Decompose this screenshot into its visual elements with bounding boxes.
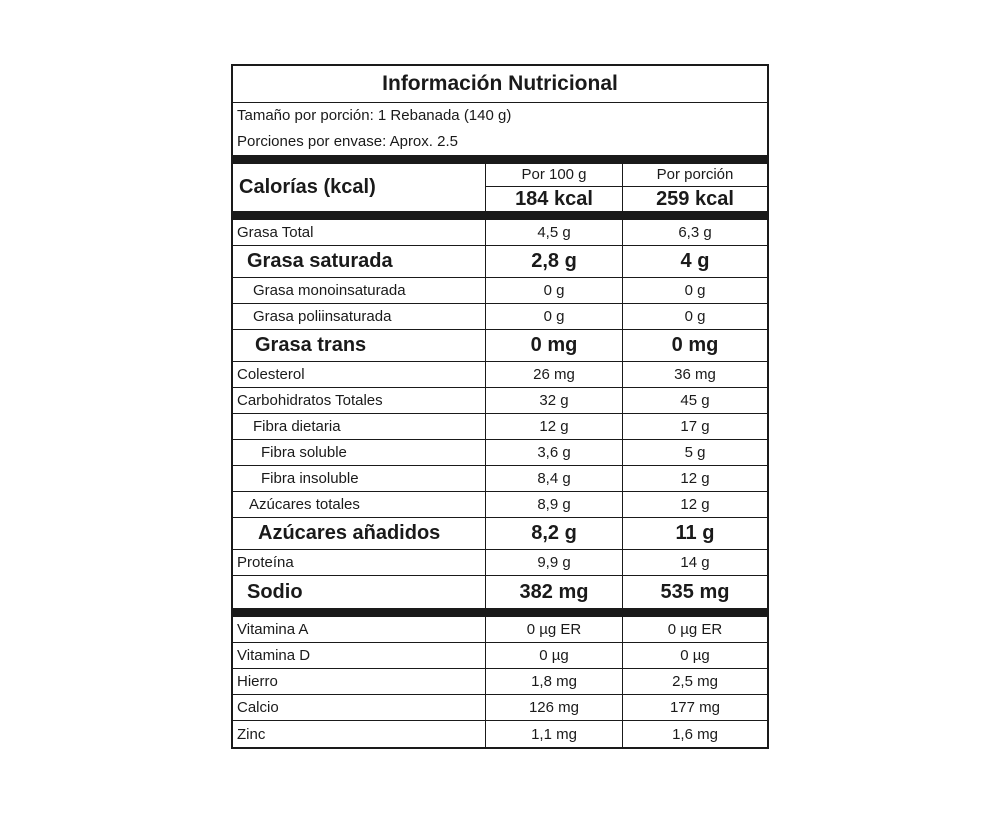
nutrient-name: Sodio xyxy=(233,576,486,608)
nutrient-per-serving: 45 g xyxy=(680,392,710,409)
nutrient-per-100g: 8,9 g xyxy=(486,492,623,517)
nutrition-facts-label xyxy=(231,64,769,749)
table-row xyxy=(233,414,767,440)
nutrient-name: Carbohidratos Totales xyxy=(233,388,486,413)
nutrient-per-serving: 36 mg xyxy=(674,366,716,383)
vitamin-per-100g: 0 µg ER xyxy=(486,617,623,642)
thick-divider xyxy=(233,155,767,164)
nutrient-per-100g: 0 g xyxy=(486,278,623,303)
nutrient-name: Fibra dietaria xyxy=(233,414,486,439)
serving-size: Tamaño por porción: 1 Rebanada (140 g) xyxy=(237,107,512,124)
vitamin-per-100g: 0 µg xyxy=(486,643,623,668)
nutrient-per-serving: 12 g xyxy=(680,496,710,513)
nutrient-per-100g: 9,9 g xyxy=(486,550,623,575)
vitamin-per-serving: 1,6 mg xyxy=(672,725,718,743)
nutrients-table xyxy=(233,220,767,608)
col-header-per-100g: Por 100 g xyxy=(486,164,622,187)
col-header-per-serving: Por porción xyxy=(623,164,767,187)
nutrient-per-100g: 32 g xyxy=(486,388,623,413)
nutrient-name: Grasa poliinsaturada xyxy=(233,304,486,329)
nutrient-name: Grasa Total xyxy=(233,220,486,245)
nutrient-per-100g: 26 mg xyxy=(486,362,623,387)
table-row xyxy=(233,721,767,747)
nutrient-per-100g: 382 mg xyxy=(486,576,623,608)
nutrient-name: Azúcares totales xyxy=(233,492,486,517)
calories-col-per-100g xyxy=(486,164,623,211)
nutrient-per-serving: 12 g xyxy=(680,470,710,487)
vitamin-per-100g: 1,1 mg xyxy=(486,721,623,747)
table-row xyxy=(233,388,767,414)
nutrient-per-serving: 535 mg xyxy=(660,580,730,603)
thick-divider xyxy=(233,608,767,617)
calories-per-100g: 184 kcal xyxy=(515,188,593,210)
calories-block xyxy=(233,164,767,211)
table-row xyxy=(233,362,767,388)
nutrient-name: Fibra insoluble xyxy=(233,466,486,491)
vitamin-per-serving: 0 µg xyxy=(680,647,710,664)
calories-col-per-serving xyxy=(623,164,767,211)
nutrient-per-serving: 6,3 g xyxy=(678,224,712,241)
vitamin-per-100g: 126 mg xyxy=(486,695,623,720)
nutrient-name: Fibra soluble xyxy=(233,440,486,465)
table-row xyxy=(233,576,767,608)
label-title: Información Nutricional xyxy=(233,66,767,103)
nutrient-per-serving: 0 g xyxy=(684,308,706,325)
nutrient-per-100g: 12 g xyxy=(486,414,623,439)
servings-per-container: Porciones por envase: Aprox. 2.5 xyxy=(237,133,458,150)
table-row xyxy=(233,550,767,576)
nutrient-per-100g: 3,6 g xyxy=(486,440,623,465)
nutrient-per-100g: 0 g xyxy=(486,304,623,329)
table-row xyxy=(233,440,767,466)
nutrient-name: Grasa saturada xyxy=(233,246,486,277)
nutrient-name: Grasa trans xyxy=(233,330,486,361)
table-row xyxy=(233,643,767,669)
nutrient-per-serving: 0 mg xyxy=(671,334,719,356)
nutrient-name: Colesterol xyxy=(233,362,486,387)
nutrient-name: Grasa monoinsaturada xyxy=(233,278,486,303)
vitamin-name: Zinc xyxy=(233,721,486,747)
nutrient-per-serving: 4 g xyxy=(680,250,710,272)
nutrient-per-100g: 8,4 g xyxy=(486,466,623,491)
vitamin-name: Vitamina A xyxy=(233,617,486,642)
table-row xyxy=(233,695,767,721)
vitamins-table xyxy=(233,617,767,747)
vitamin-per-100g: 1,8 mg xyxy=(486,669,623,694)
vitamin-name: Hierro xyxy=(233,669,486,694)
table-row xyxy=(233,246,767,278)
vitamin-name: Calcio xyxy=(233,695,486,720)
nutrient-per-serving: 0 g xyxy=(684,282,706,299)
nutrient-per-serving: 5 g xyxy=(684,444,706,461)
vitamin-name: Vitamina D xyxy=(233,643,486,668)
table-row xyxy=(233,669,767,695)
table-row xyxy=(233,330,767,362)
calories-label: Calorías (kcal) xyxy=(233,164,486,211)
table-row xyxy=(233,278,767,304)
nutrient-name: Azúcares añadidos xyxy=(233,518,486,549)
vitamin-per-serving: 0 µg ER xyxy=(667,621,723,638)
nutrient-per-serving: 14 g xyxy=(680,554,710,571)
nutrient-per-serving: 11 g xyxy=(675,522,715,544)
nutrient-per-100g: 8,2 g xyxy=(486,518,623,549)
table-row xyxy=(233,617,767,643)
vitamin-per-serving: 177 mg xyxy=(669,699,721,716)
table-row xyxy=(233,492,767,518)
nutrient-per-serving: 17 g xyxy=(680,418,710,435)
thick-divider xyxy=(233,211,767,220)
vitamin-per-serving: 2,5 mg xyxy=(672,673,718,690)
nutrient-per-100g: 4,5 g xyxy=(486,220,623,245)
nutrient-per-100g: 0 mg xyxy=(486,330,623,361)
table-row xyxy=(233,304,767,330)
table-row xyxy=(233,220,767,246)
table-row xyxy=(233,518,767,550)
nutrient-per-100g: 2,8 g xyxy=(486,246,623,277)
calories-per-serving: 259 kcal xyxy=(656,188,734,210)
table-row xyxy=(233,466,767,492)
nutrient-name: Proteína xyxy=(233,550,486,575)
